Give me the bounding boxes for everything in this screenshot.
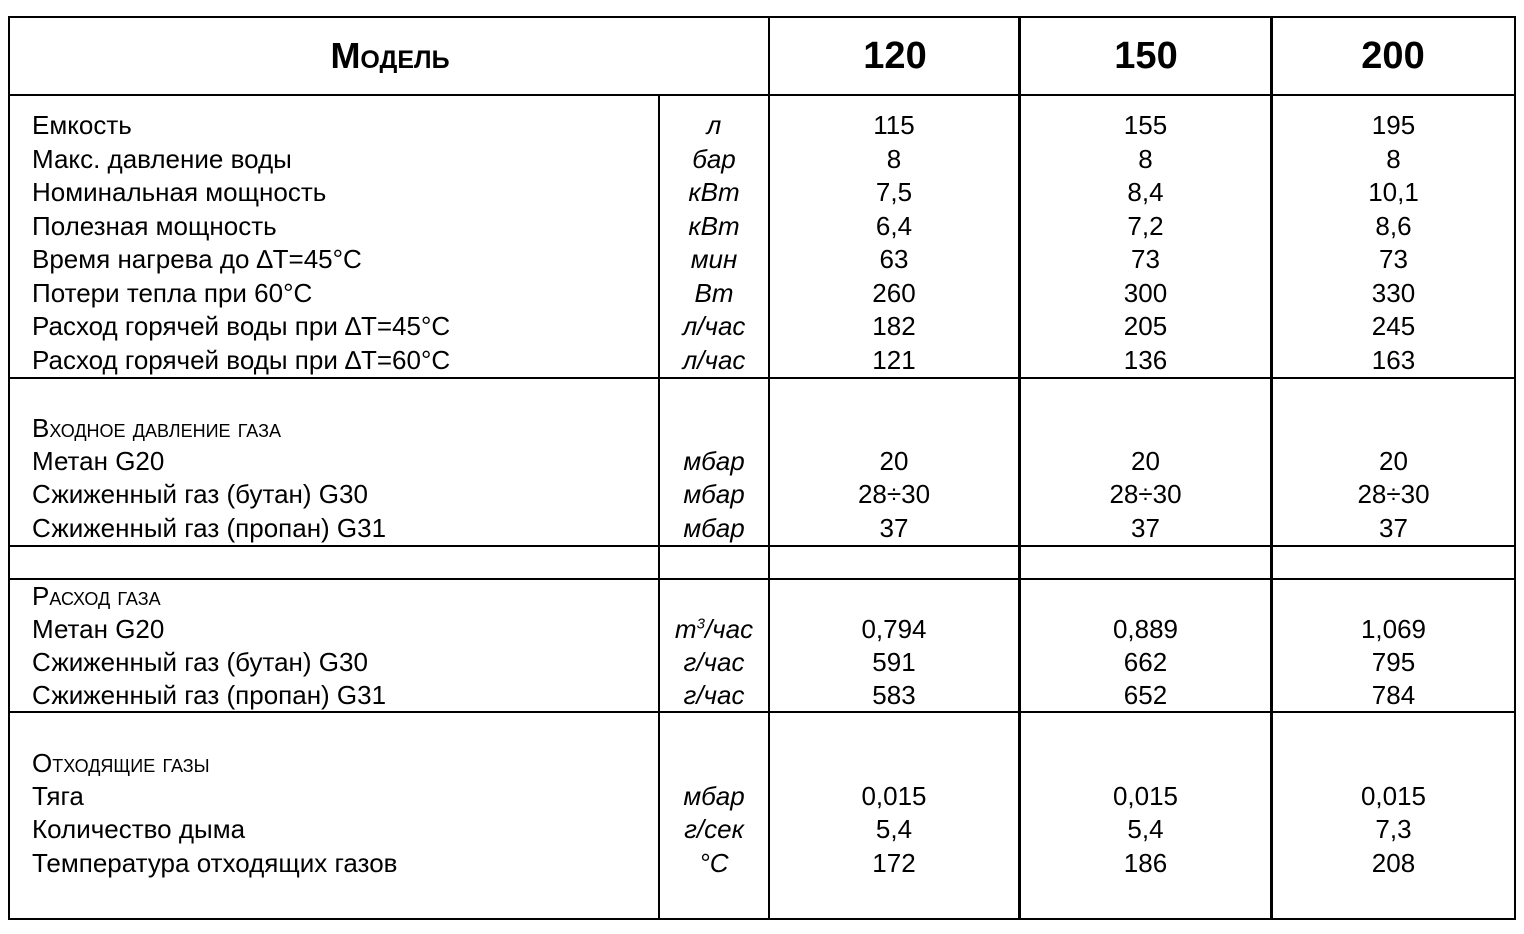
- unit-label: мбар: [683, 513, 745, 543]
- value-120: 115: [873, 110, 915, 140]
- table-row: [10, 242, 1514, 276]
- param-label: Время нагрева до ∆T=45°C: [32, 244, 362, 274]
- table-row: [10, 779, 1514, 813]
- value-120: 182: [872, 311, 916, 341]
- value-200: 73: [1379, 244, 1408, 274]
- section-heading-gas-consumption: Расход газа: [32, 581, 161, 611]
- unit-label: л/час: [682, 311, 746, 341]
- table-row: [10, 612, 1514, 646]
- param-label: Расход горячей воды при ∆T=60°C: [32, 345, 451, 375]
- param-label: Метан G20: [32, 614, 165, 644]
- value-150: 0,015: [1112, 781, 1179, 811]
- unit-label: л: [706, 110, 722, 140]
- value-200: 20: [1379, 446, 1408, 476]
- value-200: 330: [1371, 278, 1416, 308]
- value-150: 155: [1123, 110, 1168, 140]
- value-120: 37: [879, 513, 909, 543]
- value-200: 195: [1371, 110, 1416, 140]
- value-120: 591: [872, 647, 916, 677]
- table-row: [10, 812, 1514, 846]
- value-150: 5,4: [1127, 814, 1164, 844]
- param-label: Полезная мощность: [32, 211, 277, 241]
- value-150: 7,2: [1127, 211, 1164, 241]
- value-120: 28÷30: [857, 479, 931, 509]
- table-row: [10, 108, 1514, 142]
- value-200: 28÷30: [1357, 479, 1430, 509]
- value-200: 0,015: [1360, 781, 1427, 811]
- value-120: 172: [872, 848, 916, 878]
- param-label: Метан G20: [32, 446, 165, 476]
- table-row: [10, 846, 1514, 880]
- value-200: 795: [1371, 647, 1416, 677]
- model-200-header: 200: [1361, 34, 1425, 77]
- value-120: 8: [886, 144, 902, 174]
- table-row: [10, 209, 1514, 243]
- table-row: [10, 142, 1514, 176]
- value-150: 186: [1123, 848, 1168, 878]
- unit-label: кВт: [688, 177, 740, 207]
- value-200: 8,6: [1375, 211, 1412, 241]
- model-header: Модель: [330, 35, 450, 76]
- value-120: 260: [872, 278, 916, 308]
- value-200: 208: [1371, 848, 1416, 878]
- unit-label: мбар: [683, 479, 745, 509]
- value-120: 0,015: [861, 781, 927, 811]
- unit-rest: /час: [704, 614, 754, 644]
- unit-label: Вт: [694, 278, 734, 308]
- value-200: 37: [1379, 513, 1408, 543]
- unit-label: мбар: [683, 446, 745, 476]
- param-label: Количество дыма: [32, 814, 246, 844]
- param-label: Потери тепла при 60°C: [32, 278, 313, 308]
- param-label: Макс. давление воды: [32, 144, 292, 174]
- table-row: [10, 444, 1514, 478]
- unit-label: мбар: [683, 781, 745, 811]
- param-label: Сжиженный газ (пропан) G31: [32, 513, 387, 543]
- value-120: 121: [872, 345, 916, 375]
- value-150: 136: [1123, 345, 1168, 375]
- value-200: 784: [1371, 680, 1416, 710]
- value-120: 63: [879, 244, 909, 274]
- value-200: 245: [1371, 311, 1416, 341]
- table-row: [10, 477, 1514, 511]
- param-label: Тяга: [32, 781, 84, 811]
- value-120: 20: [879, 446, 909, 476]
- table-row: [10, 678, 1514, 712]
- param-label: Сжиженный газ (пропан) G31: [32, 680, 387, 710]
- unit-superscript: 3: [696, 615, 705, 633]
- unit-label: кВт: [688, 211, 740, 241]
- unit-label: г/сек: [684, 814, 744, 844]
- param-label: Номинальная мощность: [32, 177, 327, 207]
- param-label: Температура отходящих газов: [32, 848, 398, 878]
- specifications-table: [8, 16, 1516, 920]
- model-150-header: 150: [1114, 34, 1178, 77]
- unit-base: m: [674, 614, 697, 644]
- unit-label: л/час: [682, 345, 746, 375]
- unit-label: °C: [699, 848, 729, 878]
- section-heading-flue-gases: Отходящие газы: [32, 748, 210, 778]
- param-label: Расход горячей воды при ∆T=45°C: [32, 311, 451, 341]
- table-row: [10, 645, 1514, 679]
- value-120: 5,4: [875, 814, 913, 844]
- table-row: [10, 175, 1514, 209]
- value-150: 20: [1131, 446, 1160, 476]
- model-120-header: 120: [863, 34, 927, 77]
- table-body: [10, 18, 1514, 920]
- table-row: [10, 511, 1514, 545]
- value-200: 163: [1371, 345, 1416, 375]
- value-150: 205: [1123, 311, 1168, 341]
- value-150: 662: [1123, 647, 1168, 677]
- value-150: 0,889: [1112, 614, 1179, 644]
- unit-label: бар: [692, 144, 736, 174]
- unit-label: мин: [690, 244, 738, 274]
- param-label: Сжиженный газ (бутан) G30: [32, 479, 368, 509]
- value-120: 0,794: [861, 614, 927, 644]
- value-120: 7,5: [875, 177, 913, 207]
- table-row: [10, 343, 1514, 377]
- value-150: 300: [1123, 278, 1168, 308]
- table-row: [10, 309, 1514, 343]
- value-150: 652: [1123, 680, 1168, 710]
- param-label: Сжиженный газ (бутан) G30: [32, 647, 368, 677]
- value-120: 6,4: [875, 211, 913, 241]
- value-150: 28÷30: [1109, 479, 1182, 509]
- value-150: 8: [1138, 144, 1153, 174]
- section-heading-gas-pressure: Входное давление газа: [32, 413, 281, 443]
- unit-label: [660, 612, 768, 646]
- value-200: 10,1: [1368, 177, 1419, 207]
- value-120: 583: [872, 680, 916, 710]
- value-200: 7,3: [1375, 814, 1412, 844]
- value-150: 37: [1131, 513, 1160, 543]
- unit-label: г/час: [683, 647, 745, 677]
- value-200: 8: [1386, 144, 1401, 174]
- value-150: 73: [1131, 244, 1160, 274]
- param-label: Емкость: [32, 110, 132, 140]
- value-200: 1,069: [1360, 614, 1427, 644]
- unit-label: г/час: [683, 680, 745, 710]
- table-row: [10, 276, 1514, 310]
- value-150: 8,4: [1127, 177, 1164, 207]
